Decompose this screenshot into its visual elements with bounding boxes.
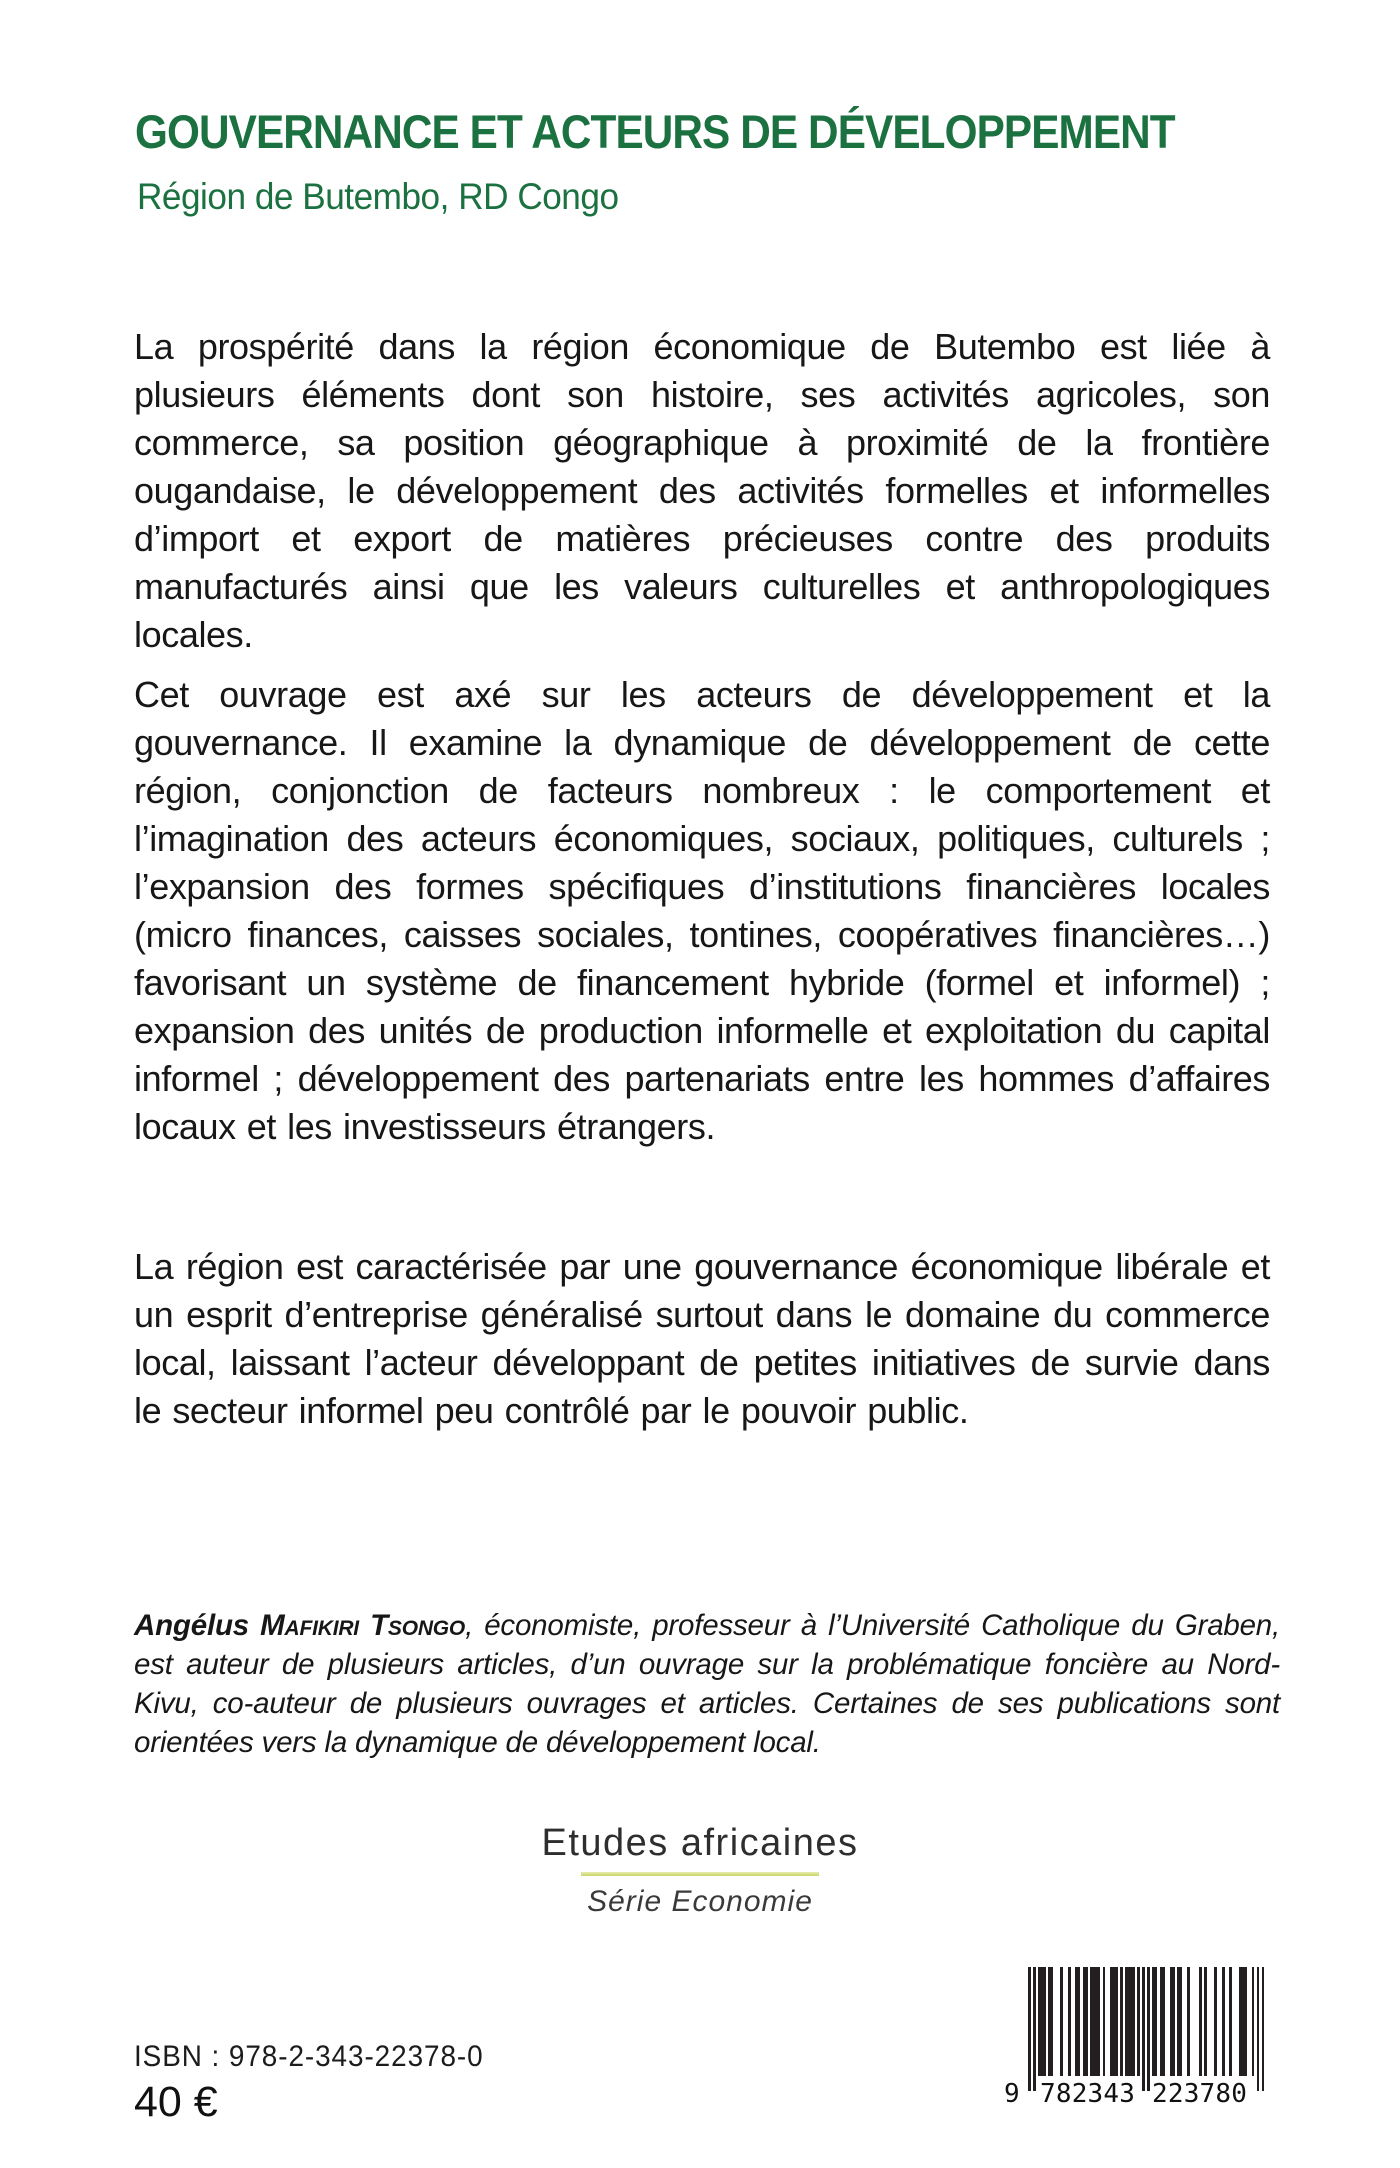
price-text: 40 € [134,2078,218,2126]
synopsis-paragraph-1: La prospérité dans la région économique de Butembo est liée à plusieurs éléments dont son histoire, ses activités agricoles, son commerce, sa position géographique à proximité de la frontière ougandaise, le développement des activités formelles et informelles d’import et export de matières précieuses contre des produits manufacturés ainsi que les valeurs culturelles et anthropologiques locales. [134,326,1270,655]
synopsis-paragraph-3: La région est caractérisée par une gouvernance économique libérale et un esprit d’entreprise généralisé surtout dans le domaine du commerce local, laissant l’acteur développant de petites initiatives de survie dans le secteur informel peu contrôlé par le pouvoir public. [134,1246,1270,1431]
barcode-bars [1028,1967,1264,2091]
author-last-name: Mafikiri Tsongo [260,1608,466,1642]
ean13-barcode [1004,1967,1264,2109]
series-name: Série Economie [587,1885,813,1918]
synopsis-paragraph-2: Cet ouvrage est axé sur les acteurs de développement et la gouvernance. Il examine la dynamique de développement de cette région, conjonction de facteurs nombreux : le comportement et l’imagination des acteurs économiques, sociaux, politiques, culturels ; l’expansion des formes spécifiques d’institutions financières locales (micro finances, caisses sociales, tontines, coopératives financières…) favorisant un système de financement hybride (formel et informel) ; expansion des unités de production informelle et exploitation du capital informel ; développement des partenariats entre les hommes d’affaires locaux et les investisseurs étrangers. [134,674,1270,1147]
collection-block [0,1822,1400,1919]
barcode-digits-right: 223780 [1152,2079,1248,2109]
collection-underline-divider [581,1872,819,1876]
author-first-name: Angélus [134,1608,261,1642]
barcode-digits-left: 782343 [1040,2079,1136,2109]
isbn-text: ISBN : 978-2-343-22378-0 [134,2040,484,2073]
book-title: GOUVERNANCE ET ACTEURS DE DÉVELOPPEMENT [135,105,1175,158]
barcode-digit-first: 9 [1004,2079,1020,2109]
book-subtitle: Région de Butembo, RD Congo [137,176,619,217]
author-bio-text: , économiste, professeur à l’Université Catholique du Graben, est auteur de plusieurs articles, d’un ouvrage sur la problématique foncière au Nord-Kivu, co-auteur de plusieurs ouvrages et articles. Certaines de ses publications sont orientées vers la dynamique de développement local. [134,1608,1281,1759]
author-bio [134,1606,1280,1762]
collection-name: Etudes africaines [541,1822,859,1864]
